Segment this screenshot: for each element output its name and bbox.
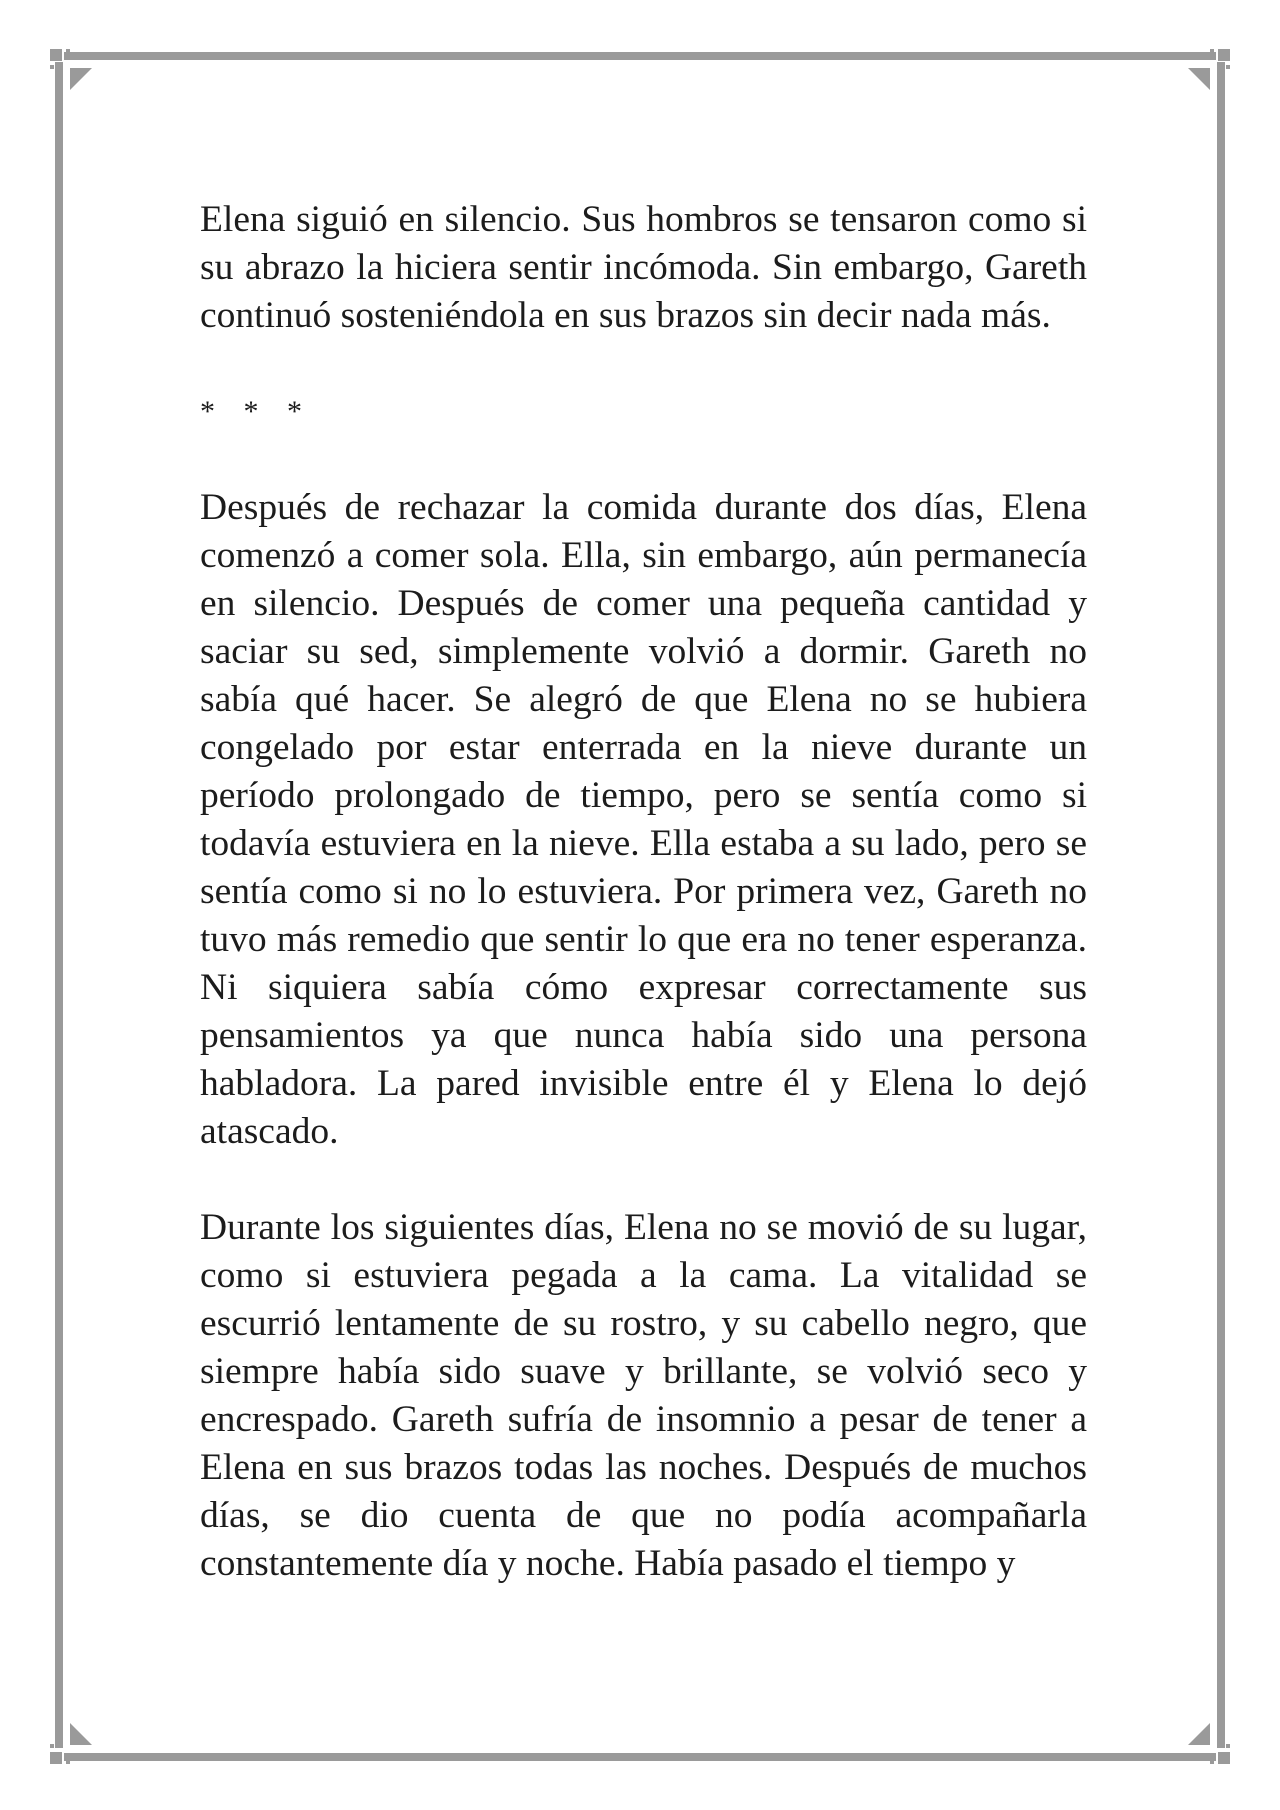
scene-break: * * * [200, 395, 313, 428]
corner-triangle-bottom-right [1188, 1723, 1210, 1745]
paragraph-2: Después de rechazar la comida durante dos días, Elena comenzó a comer sola. Ella, sin embargo, aún permanecía en silencio. Después de comer una pequeña cantidad y saciar su sed, simplemente volvió a dormir. Gareth no sabía qué hacer. Se alegró de que Elena no se hubiera congelado por estar enterrada en la nieve durante un período prolongado de tiempo, pero se sentía como si todavía estuviera en la nieve. Ella estaba a su lado, pero se sentía como si no lo estuviera. Por primera vez, Gareth no tuvo más remedio que sentir lo que era no tener esperanza. Ni siquiera sabía cómo expresar correctamente sus pensamientos ya que nunca había sido una persona habladora. La pared invisible entre él y Elena lo dejó atascado. [200, 487, 1087, 1152]
paragraph-1: Elena siguió en silencio. Sus hombros se tensaron como si su abrazo la hiciera sentir incómoda. Sin embargo, Gareth continuó sosteniéndola en sus brazos sin decir nada más. [200, 199, 1087, 336]
frame-left-bar [55, 62, 63, 1748]
frame-top-bar [64, 52, 1216, 60]
corner-square-top-left [50, 49, 62, 61]
frame-bottom-bar [64, 1753, 1216, 1761]
frame-right-bar [1217, 62, 1225, 1748]
corner-triangle-top-left [70, 68, 92, 90]
chapter-body [200, 196, 1087, 1636]
corner-triangle-bottom-left [70, 1723, 92, 1745]
paragraph-3: Durante los siguientes días, Elena no se movió de su lugar, como si estuviera pegada a la cama. La vitalidad se escurrió lentamente de su rostro, y su cabello negro, que siempre había sido suave y brillante, se volvió seco y encrespado. Gareth sufría de insomnio a pesar de tener a Elena en sus brazos todas las noches. Después de muchos días, se dio cuenta de que no podía acompañarla constantemente día y noche. Había pasado el tiempo y [200, 1207, 1087, 1584]
corner-square-bottom-right [1218, 1752, 1230, 1764]
corner-square-bottom-left [50, 1752, 62, 1764]
corner-square-top-right [1218, 49, 1230, 61]
corner-triangle-top-right [1188, 68, 1210, 90]
